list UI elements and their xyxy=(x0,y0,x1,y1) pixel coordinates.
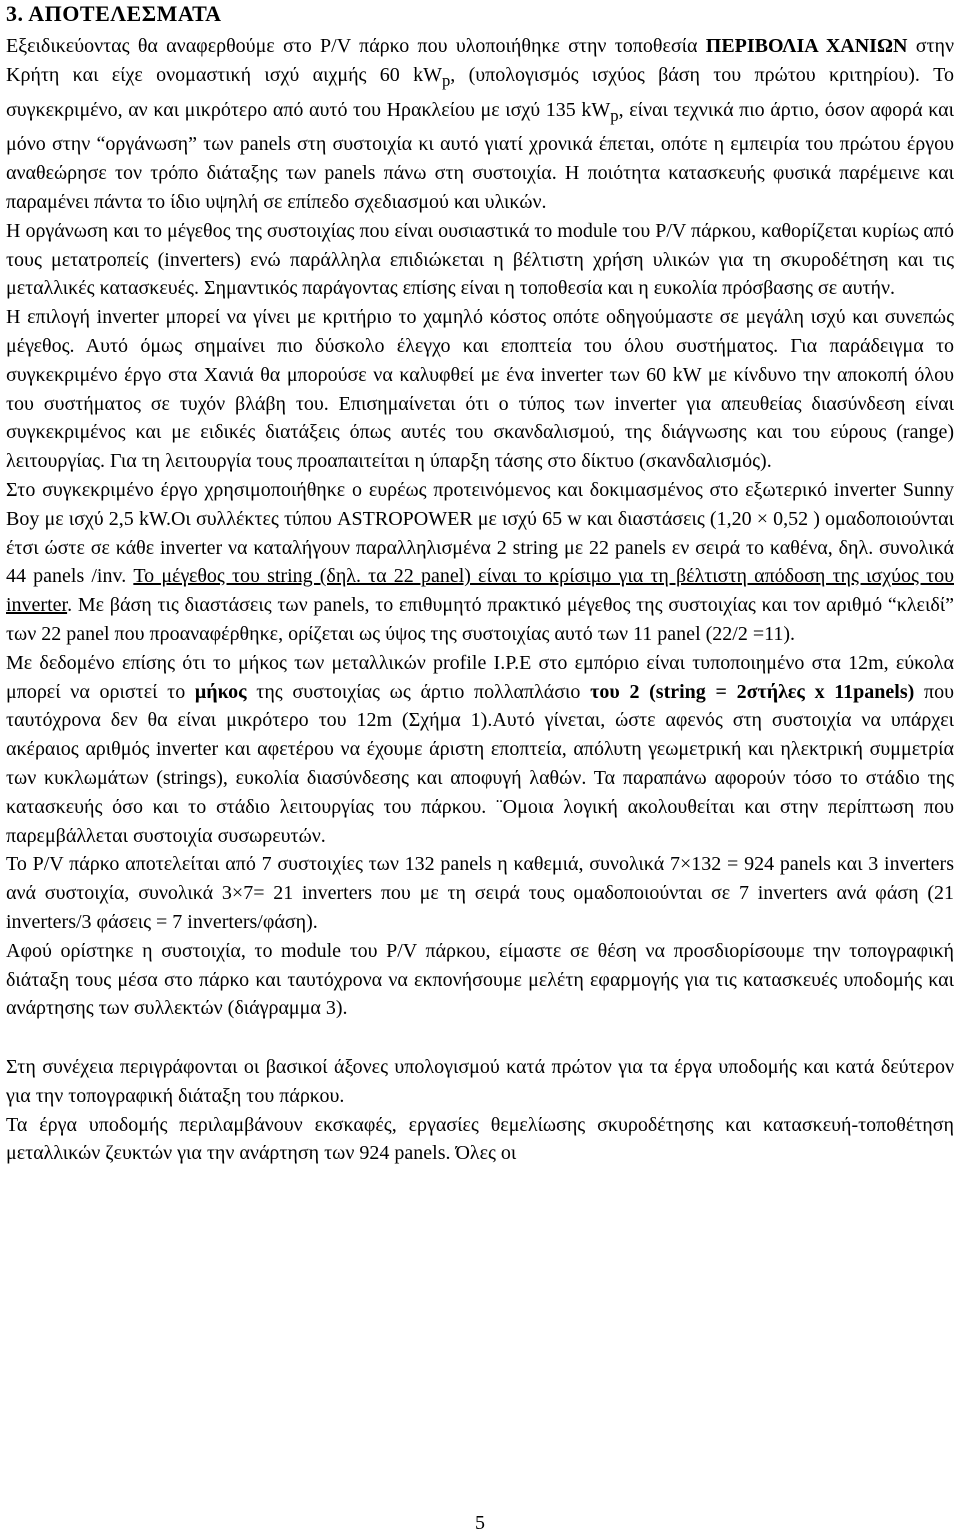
bold-multiple: του 2 (string = 2στήλες x 11panels) xyxy=(590,680,915,703)
paragraph-5: Με δεδομένο επίσης ότι το μήκος των μεταλλικών profile I.P.E στο εμπόριο είναι τυποποιημένο στα 12m, εύκολα μπορεί να οριστεί το μήκος της συστοιχίας ως άρτιο πολλαπλάσιο του 2 (string = 2στήλες x 11panels) που ταυτόχρονα δεν θα είναι μικρότερο του 12m (Σχήμα 1).Αυτό γίνεται, ώστε αφενός στη συστοιχία να υπάρχει ακέραιος αριθμός inverter και αφετέρου να έχουμε άριστη εποπτεία, απόλυτη γεωμετρική και ηλεκτρική συμμετρία των κυκλωμάτων (strings), ευκολία διασύνδεσης και αποφυγή λαθών. Τα παραπάνω αφορούν τόσο το στάδιο της κατασκευής όσο και το στάδιο λειτουργίας του πάρκου. ¨Ομοια λογική ακολουθείται και στην περίπτωση που παρεμβάλλεται συστοιχία συσωρευτών. xyxy=(6,651,954,847)
paragraph-6: Το P/V πάρκο αποτελείται από 7 συστοιχίες των 132 panels η καθεμιά, συνολικά 7×132 = 924 panels και 3 inverters ανά συστοιχία, συνολικά 3×7= 21 inverters που με τη σειρά τους ομαδοποιούνται σε 7 inverters ανά φάση (21 inverters/3 φάσεις = 7 inverters/φάση). xyxy=(6,853,954,933)
paragraph-7: Αφού ορίστηκε η συστοιχία, το module του P/V πάρκου, είμαστε σε θέση να προσδιορίσουμε την τοπογραφική διάταξη τους μέσα στο πάρκο και ταυτόχρονα να εκπονήσουμε μελέτη εφαρμογής για τις κατασκευές υποδομής και ανάρτησης των συλλεκτών (διάγραμμα 3). xyxy=(6,939,954,1020)
paragraph-3: Η επιλογή inverter μπορεί να γίνει με κριτήριο το χαμηλό κόστος οπότε οδηγούμαστε σε μεγάλη ισχύ και συνεπώς μέγεθος. Αυτό όμως σημαίνει πιο δύσκολο έλεγχο και εποπτεία του όλου συστήματος. Για παράδειγμα το συγκεκριμένο έργο στα Χανιά θα μπορούσε να καλυφθεί με ένα inverter των 60 kW με κίνδυνο την αποκοπή όλου του συστήματος σε τυχόν βλάβη του. Επισημαίνεται ότι ο τύπος των inverter για απευθείας διασύνδεση είναι συγκεκριμένος και με ειδικές διατάξεις όπως αυτές του σκανδαλισμού, της διάγνωσης και του εύρους (range) λειτουργίας. Για τη λειτουργία τους προαπαιτείται η ύπαρξη τάσης στο δίκτυο (σκανδαλισμός). xyxy=(6,306,954,473)
section-heading: 3. ΑΠΟΤΕΛΕΣΜΑΤΑ xyxy=(6,1,222,26)
paragraph-8: Στη συνέχεια περιγράφονται οι βασικοί άξονες υπολογισμού κατά πρώτον για τα έργα υποδομής και κατά δεύτερον για την τοπογραφική διάταξη του πάρκου. xyxy=(6,1056,954,1107)
document-page xyxy=(6,0,954,1168)
underlined-statement: Το μέγεθος του string (δηλ. τα 22 panel) είναι το κρίσιμο για τη βέλτιστη απόδοση της ισχύος του inverter xyxy=(6,565,954,617)
paragraph-2: Η οργάνωση και το μέγεθος της συστοιχίας που είναι ουσιαστικά το module του P/V πάρκου, καθορίζεται κυρίως από τους μετατροπείς (inverters) ενώ παράλληλα επιδιώκεται η βέλτιστη χρήση υλικών για τη σκυροδέτηση και τις μεταλλικές κατασκευές. Σημαντικός παράγοντας επίσης είναι η τοποθεσία και η ευκολία πρόσβασης σε αυτήν. xyxy=(6,219,954,300)
page-number: 5 xyxy=(475,1512,485,1534)
bold-length: μήκος xyxy=(194,680,247,703)
paragraph-1: Εξειδικεύοντας θα αναφερθούμε στο P/V πάρκο που υλοποιήθηκε στην τοποθεσία ΠΕΡΙΒΟΛΙΑ ΧΑΝΙΩΝ στην Κρήτη και είχε ονομαστική ισχύ αιχμής 60 $kW_p$, (υπολογισμός ισχύος βάση του πρώτου κριτηρίου). Το συγκεκριμένο, αν και μικρότερο από αυτό του Ηρακλείου με ισχύ 135 $kW_p$, είναι τεχνικά πιο άρτιο, όσον αφορά και μόνο στην “οργάνωση” των panels στη συστοιχία κι αυτό γιατί χρονικά έπεται, οπότε η εμπειρία του πρώτου έργου αναθεώρησε τον τρόπο διάταξης των panels πάνω στη συστοιχία. Η ποιότητα κατασκευής φυσικά παρέμεινε και παραμένει πάντα το ίδιο υψηλή σε επίπεδο σχεδιασμού και υλικών. xyxy=(6,35,955,213)
location-bold: ΠΕΡΙΒΟΛΙΑ ΧΑΝΙΩΝ xyxy=(705,35,908,57)
paragraph-4: Στο συγκεκριμένο έργο χρησιμοποιήθηκε ο ευρέως προτεινόμενος και δοκιμασμένος στο εξωτερικό inverter Sunny Boy με ισχύ 2,5 kW.Οι συλλέκτες τύπου ASTROPOWER με ισχύ 65 w και διαστάσεις (1,20 × 0,52 ) ομαδοποιούνται έτσι ώστε σε κάθε inverter να καταλήγουν παραλληλισμένα 2 string με 22 panels εν σειρά το καθένα, δηλ. συνολικά 44 panels /inv. Το μέγεθος του string (δηλ. τα 22 panel) είναι το κρίσιμο για τη βέλτιστη απόδοση της ισχύος του inverter. Με βάση τις διαστάσεις των panels, το επιθυμητό πρακτικό μέγεθος της συστοιχίας και τον αριθμό “κλειδί” των 22 panel που προαναφέρθηκε, ορίζεται ως ύψος της συστοιχίας αυτό των 11 panel (22/2 =11). xyxy=(6,478,954,645)
paragraph-9: Τα έργα υποδομής περιλαμβάνουν εκσκαφές, εργασίες θεμελίωσης σκυροδέτησης και κατασκευή-τοποθέτηση μεταλλικών ζευκτών για την ανάρτηση των 924 panels. Όλες οι xyxy=(6,1113,954,1165)
